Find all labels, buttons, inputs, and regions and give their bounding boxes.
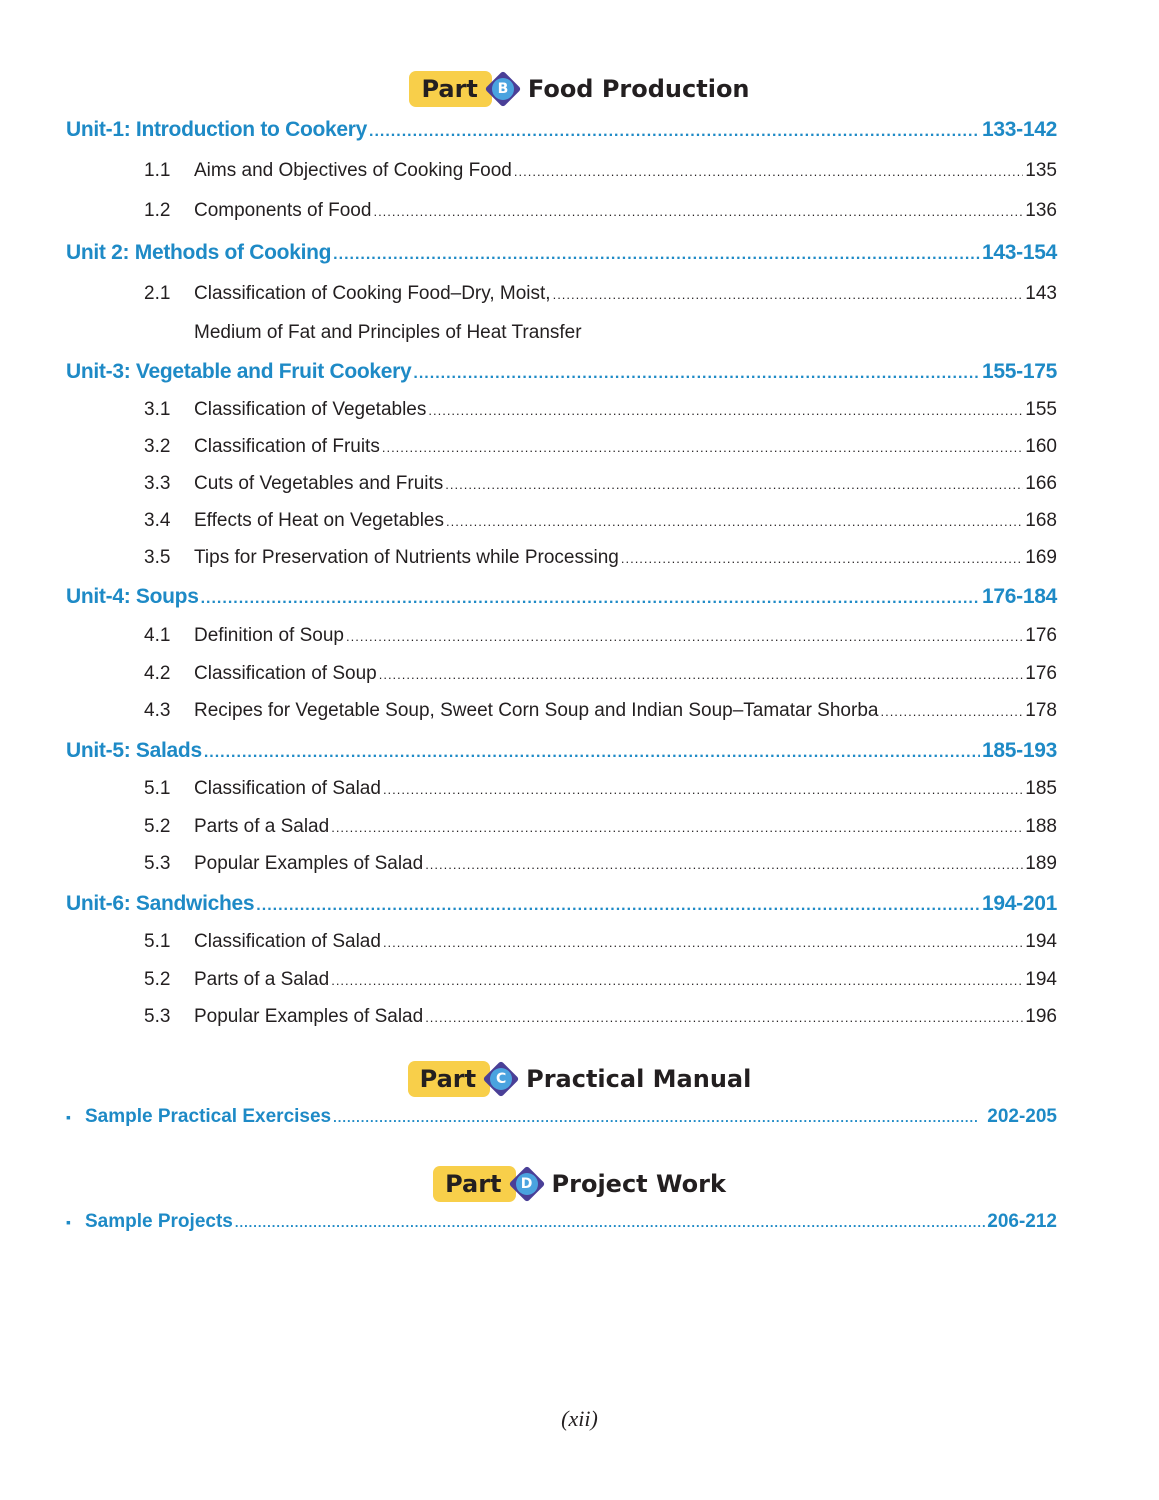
unit-heading[interactable] (66, 241, 1057, 265)
dot-leader (201, 590, 980, 608)
entry-title: Sample Practical Exercises (85, 1106, 332, 1127)
projects-entry[interactable] (66, 1211, 1057, 1233)
unit-pages: 176-184 (982, 585, 1057, 608)
practical-entry[interactable] (66, 1106, 1057, 1128)
entry-title: Recipes for Vegetable Soup, Sweet Corn Soup and Indian Soup–Tamatar Shorba (194, 700, 879, 721)
unit-pages: 155-175 (982, 360, 1057, 383)
entry-number: 5.2 (144, 969, 171, 990)
unit-heading[interactable] (66, 360, 1057, 384)
toc-entry[interactable] (144, 663, 1057, 685)
entry-page: 168 (1025, 510, 1057, 531)
part-letter: C (490, 1068, 512, 1090)
dot-leader (413, 365, 980, 383)
entry-page: 178 (1025, 700, 1057, 721)
dot-leader (880, 704, 1023, 719)
unit-heading[interactable] (66, 892, 1057, 916)
toc-entry[interactable] (144, 473, 1057, 495)
entry-title: Parts of a Salad (194, 969, 330, 990)
unit-title: Unit-4: Soups (66, 585, 199, 608)
entry-page: 143 (1025, 283, 1057, 304)
part-label: Part (408, 1061, 490, 1097)
dot-leader (331, 820, 1023, 835)
dot-leader (333, 246, 980, 264)
part-c-header (0, 1057, 1159, 1101)
entry-number: 5.1 (144, 778, 171, 799)
entry-page: 176 (1025, 625, 1057, 646)
entry-page: 188 (1025, 816, 1057, 837)
entry-title: Classification of Vegetables (194, 399, 427, 420)
entry-number: 3.1 (144, 399, 171, 420)
toc-entry[interactable] (144, 200, 1057, 222)
part-letter-badge-icon (484, 70, 522, 108)
part-label: Part (409, 71, 491, 107)
toc-entry[interactable] (144, 160, 1057, 182)
dot-leader (369, 123, 980, 141)
part-letter-badge-icon (508, 1165, 546, 1203)
entry-page: 185 (1025, 778, 1057, 799)
bullet-icon: ▪ (66, 1214, 71, 1230)
dot-leader (235, 1215, 985, 1230)
dot-leader (333, 1110, 977, 1125)
entry-number: 3.2 (144, 436, 171, 457)
entry-title: Classification of Salad (194, 778, 381, 799)
entry-number: 4.2 (144, 663, 171, 684)
unit-pages: 133-142 (982, 118, 1057, 141)
toc-entry[interactable] (144, 625, 1057, 647)
part-d-header (0, 1162, 1159, 1206)
entry-page: 135 (1025, 160, 1057, 181)
part-letter: B (492, 78, 514, 100)
dot-leader (428, 403, 1023, 418)
unit-pages: 185-193 (982, 739, 1057, 762)
entry-page: 136 (1025, 200, 1057, 221)
unit-pages: 143-154 (982, 241, 1057, 264)
entry-title: Classification of Salad (194, 931, 381, 952)
entry-number: 3.4 (144, 510, 171, 531)
entry-number: 3.5 (144, 547, 171, 568)
dot-leader (514, 164, 1023, 179)
entry-title: Components of Food (194, 200, 372, 221)
unit-pages: 194-201 (982, 892, 1057, 915)
entry-title: Definition of Soup (194, 625, 344, 646)
dot-leader (383, 782, 1023, 797)
unit-title: Unit 2: Methods of Cooking (66, 241, 332, 264)
toc-entry[interactable] (144, 816, 1057, 838)
entry-title: Aims and Objectives of Cooking Food (194, 160, 512, 181)
part-title: Food Production (527, 75, 750, 103)
entry-title-continuation: Medium of Fat and Principles of Heat Transfer (194, 322, 582, 343)
entry-title: Classification of Fruits (194, 436, 380, 457)
unit-title: Unit-3: Vegetable and Fruit Cookery (66, 360, 412, 383)
dot-leader (425, 857, 1023, 872)
entry-title: Popular Examples of Salad (194, 853, 424, 874)
entry-page: 194 (1025, 931, 1057, 952)
toc-entry[interactable] (144, 547, 1057, 569)
entry-pages: 206-212 (987, 1211, 1057, 1232)
entry-number: 4.1 (144, 625, 171, 646)
entry-page: 155 (1025, 399, 1057, 420)
entry-number: 2.1 (144, 283, 171, 304)
dot-leader (621, 551, 1023, 566)
entry-title: Cuts of Vegetables and Fruits (194, 473, 444, 494)
entry-number: 5.3 (144, 853, 171, 874)
part-letter: D (516, 1173, 538, 1195)
entry-number: 3.3 (144, 473, 171, 494)
dot-leader (379, 667, 1024, 682)
entry-page: 166 (1025, 473, 1057, 494)
unit-title: Unit-6: Sandwiches (66, 892, 255, 915)
toc-entry[interactable] (144, 510, 1057, 532)
entry-page: 194 (1025, 969, 1057, 990)
bullet-icon: ▪ (66, 1109, 71, 1125)
dot-leader (382, 440, 1023, 455)
entry-title: Classification of Cooking Food–Dry, Moist, (194, 283, 551, 304)
entry-number: 5.2 (144, 816, 171, 837)
toc-entry[interactable] (144, 1006, 1057, 1028)
unit-title: Unit-5: Salads (66, 739, 202, 762)
dot-leader (445, 477, 1023, 492)
entry-title: Classification of Soup (194, 663, 377, 684)
dot-leader (446, 514, 1023, 529)
entry-page: 189 (1025, 853, 1057, 874)
dot-leader (553, 287, 1024, 302)
toc-entry[interactable] (144, 436, 1057, 458)
entry-page: 176 (1025, 663, 1057, 684)
part-title: Practical Manual (526, 1065, 752, 1093)
toc-entry[interactable] (144, 853, 1057, 875)
dot-leader (256, 897, 980, 915)
toc-entry[interactable] (144, 399, 1057, 421)
dot-leader (383, 935, 1023, 950)
entry-pages: 202-205 (987, 1106, 1057, 1127)
entry-number: 5.3 (144, 1006, 171, 1027)
entry-title: Popular Examples of Salad (194, 1006, 424, 1027)
entry-number: 1.1 (144, 160, 171, 181)
part-b-header (0, 67, 1159, 111)
entry-page: 196 (1025, 1006, 1057, 1027)
toc-entry[interactable] (144, 931, 1057, 953)
page-number: (xii) (561, 1406, 598, 1431)
dot-leader (425, 1010, 1023, 1025)
unit-heading[interactable] (66, 118, 1057, 142)
entry-page: 160 (1025, 436, 1057, 457)
dot-leader (331, 973, 1023, 988)
entry-page: 169 (1025, 547, 1057, 568)
entry-number: 1.2 (144, 200, 171, 221)
part-title: Project Work (551, 1170, 726, 1198)
unit-heading[interactable] (66, 739, 1057, 763)
entry-title: Parts of a Salad (194, 816, 330, 837)
entry-number: 4.3 (144, 700, 171, 721)
entry-number: 5.1 (144, 931, 171, 952)
toc-entry[interactable] (144, 778, 1057, 800)
entry-title: Effects of Heat on Vegetables (194, 510, 444, 531)
dot-leader (204, 744, 980, 762)
part-letter-badge-icon (482, 1060, 520, 1098)
entry-title: Sample Projects (85, 1211, 233, 1232)
dot-leader (346, 629, 1023, 644)
dot-leader (373, 204, 1023, 219)
unit-heading[interactable] (66, 585, 1057, 609)
toc-entry[interactable] (144, 283, 1057, 305)
unit-title: Unit-1: Introduction to Cookery (66, 118, 368, 141)
entry-title: Tips for Preservation of Nutrients while Processing (194, 547, 619, 568)
part-label: Part (433, 1166, 515, 1202)
toc-entry[interactable] (144, 700, 1057, 722)
toc-entry[interactable] (144, 969, 1057, 991)
